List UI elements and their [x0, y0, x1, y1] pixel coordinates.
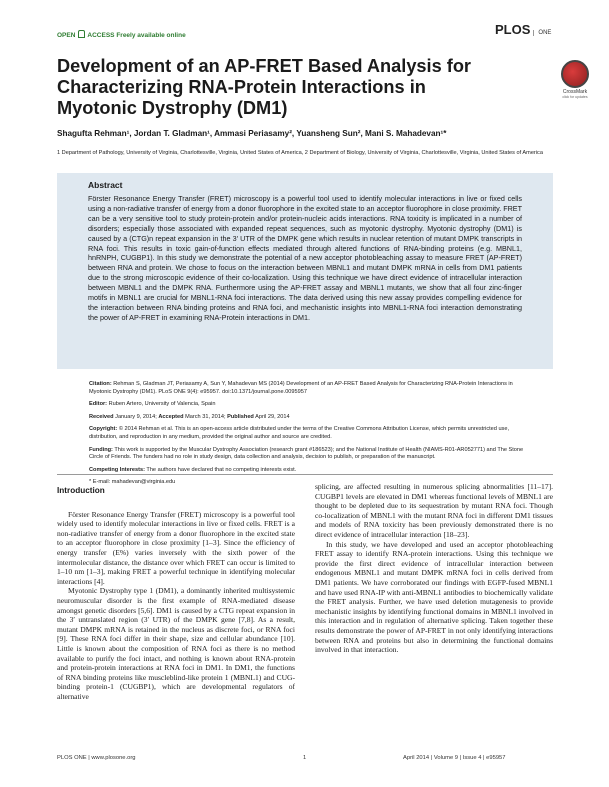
copyright-label: Copyright: [89, 426, 118, 433]
journal-logo[interactable] [495, 22, 551, 37]
competing-label: Competing Interests: [89, 466, 145, 473]
received-label: Received [89, 413, 114, 420]
body-paragraph: Myotonic Dystrophy type 1 (DM1), a dominantly inherited multisystemic neuromuscular disorder is the first example of RNA-mediated disease amongst genetic disorders [5,6]. DM1 is caused by a CTG repeat expansion in the 3′ untranslated region (3′ UTR) of the DMPK gene [7,8]. As a result, mutant DMPK mRNA is retained in the nucleus as discrete foci, or RNA foci [9]. These RNA foci differ in their shape, size and cellular abundance [10]. Little is known about the composition of RNA foci as there is no method available to purify the foci intact, and nothing is known about RNA-protein and protein-protein interactions at RNA foci in DM1. In DM1, the functions of RNA binding proteins like muscleblind-like protein 1 (MBNL1) and CUG-binding protein-1 (CUGBP1), which are developmental regulators of alternative [57, 586, 295, 701]
body-paragraph: In this study, we have developed and used an acceptor photobleaching FRET assay to identify RNA-protein interactions. Using this technique we provide the first direct evidence of intracellular interaction between endogenous MBNL1 and mutant DMPK mRNA foci in cells derived from DM1 patients. We have corroborated our findings with EGFP-fused MBNL1 and have used RNA-IP with anti-MBNL1 antibodies to biochemically validate the FRET analysis. Further, we have used deletion mutagenesis to provide mechanistic insights by identifying functional domains in MBNL1 involved in this interaction and in regulation of alternative splicing. Taken together these results demonstrate the power of AP-FRET in not only identifying interactions between RNA and proteins but also in determining the functional domains involved in that interaction. [315, 539, 553, 655]
open-lock-icon [78, 30, 85, 38]
citation-label: Citation: [89, 381, 112, 387]
plos-wordmark: PLOS [495, 22, 531, 37]
crossmark-label: CrossMark [562, 89, 588, 95]
copyright-text: © 2014 Rehman et al. This is an open-access article distributed under the terms of the Creative Commons Attribution License, which permits unrestricted use, distribution, and reproduction in any medium, provided the original author and source are credited. [89, 426, 510, 440]
body-column-right [315, 482, 553, 655]
editor-text: Ruben Artero, University of Valencia, Spain [108, 401, 216, 408]
footer-journal-url[interactable]: PLOS ONE | www.plosone.org [57, 755, 136, 761]
crossmark-badge[interactable] [560, 60, 590, 99]
body-paragraph: splicing, are affected resulting in numerous splicing abnormalities [11–17]. CUGBP1 levels are elevated in DM1 whereas functional levels of MBNL1 are thought to be depleted due to its sequestration by mutant RNA foci. Though co-localization of MBNL1 with the mutant RNA foci in different DM1 tissues and models of RNA toxicity has been previously demonstrated there is no direct evidence of intracellular interaction [18–23]. [315, 482, 553, 539]
accepted-date: March 31, 2014; [185, 413, 226, 420]
corresponding-email[interactable]: * E-mail: mahadevan@virginia.edu [89, 479, 176, 486]
page-number: 1 [303, 755, 307, 761]
abstract-box [57, 173, 553, 369]
published-label: Published [227, 413, 254, 420]
open-label: OPEN [57, 32, 76, 39]
footer-issue-info: April 2014 | Volume 9 | Issue 4 | e95957 [403, 755, 506, 761]
crossmark-icon [561, 60, 589, 88]
funding-text: This work is supported by the Muscular Dystrophy Association (research grant #186523); and the National Institute of Health (NIAMS-R01-AR052771) and The Stone Circle of Friends. The funders had no role in study design, data collection and analysis, decision to publish, or preparation of the manuscript. [89, 446, 524, 461]
open-access-banner [57, 30, 186, 39]
published-date: April 29, 2014 [255, 413, 290, 420]
editor-row [89, 401, 525, 409]
section-divider [57, 474, 553, 475]
body-paragraph: Förster Resonance Energy Transfer (FRET) microscopy is a powerful tool widely used to identify molecular interactions in live or fixed cells. FRET is a non-radiative transfer of energy from a donor fluorophore in the excited state to an acceptor fluorophore in close proximity [1–3]. Since the efficiency of energy transfer (E%) varies inversely with the sixth power of the intermolecular distance, the distance over which FRET can occur is limited to 1–10 nm [1–3], making FRET a powerful technique in identifying molecular interactions [4]. [57, 509, 295, 586]
dates-row [89, 414, 525, 422]
abstract-text: Förster Resonance Energy Transfer (FRET) microscopy is a powerful tool used to identify molecular interactions in live or fixed cells using a non-radiative transfer of energy from a donor fluorophore in the excited state to an acceptor fluorophore in close proximity. FRET can be a very sensitive tool to study protein-protein and/or protein-nucleic acids interactions. RNA toxicity is implicated in a number of disorders; especially those associated with expanded repeat sequences, such as myotonic dystrophy. Myotonic dystrophy (DM1) is caused by a (CTG)n repeat expansion in the 3′ UTR of the DMPK gene which results in nuclear retention of mutant DMPK transcripts in RNA foci. This results in toxic gain-of-function effects mediated through altered functions of RNA-binding proteins (e.g. MBNL1, hnRNPH, CUGBP1). In this study we demonstrate the potential of a new acceptor photobleaching assay to measure FRET (AP-FRET) between RNA and protein. We chose to focus on the interaction between MBNL1 and mutant DMPK mRNA in cells from DM1 patients due to the strong microscopic evidence of their co-localization. Using this technique we have direct evidence of intracellular interaction between MBNL1 and the DMPK RNA. Furthermore using the AP-FRET assay and MBNL1 mutants, we show that all four zinc-finger motifs in MBNL1 are crucial for MBNL1-RNA foci interactions. The data derived using this new assay provides compelling evidence for the interaction between RNA binding proteins and RNA foci, and mechanistic insights into MBNL1-RNA foci interaction demonstrating the power of AP-FRET in examining RNA-Protein interactions in DM1. [88, 194, 522, 322]
abstract-heading: Abstract [88, 180, 123, 190]
citation-text: Rehman S, Gladman JT, Periasamy A, Sun Y, Mahadevan MS (2014) Development of an AP-FRET Based Analysis for Characterizing RNA-Protein Interactions in Myotonic Dystrophy (DM1). PLoS ONE 9(4): e95957. doi:10.1371/journal.pone.0095957 [89, 381, 513, 395]
accepted-label: Accepted [158, 413, 184, 420]
copyright-row [89, 426, 525, 441]
body-column-left [57, 486, 295, 701]
article-title: Development of an AP-FRET Based Analysis for Characterizing RNA-Protein Interactions in Myotonic Dystrophy (DM1) [57, 56, 472, 118]
editor-label: Editor: [89, 401, 108, 408]
citation-row [89, 381, 525, 396]
access-label: ACCESS Freely available online [87, 32, 186, 39]
introduction-heading: Introduction [57, 486, 105, 495]
crossmark-sublabel: click for updates [562, 95, 588, 99]
funding-row [89, 447, 525, 462]
article-metadata [89, 381, 525, 492]
competing-text: The authors have declared that no competing interests exist. [146, 466, 297, 473]
received-date: January 9, 2014; [115, 413, 157, 420]
funding-label: Funding: [89, 446, 113, 453]
author-list: Shagufta Rehman¹, Jordan T. Gladman¹, Ammasi Periasamy², Yuansheng Sun², Mani S. Mahadevan¹* [57, 129, 447, 138]
one-wordmark: ONE [533, 30, 551, 36]
affiliations: 1 Department of Pathology, University of Virginia, Charlottesville, Virginia, United States of America, 2 Department of Biology, University of Virginia, Charlottesville, Virginia, United States of America [57, 150, 543, 156]
